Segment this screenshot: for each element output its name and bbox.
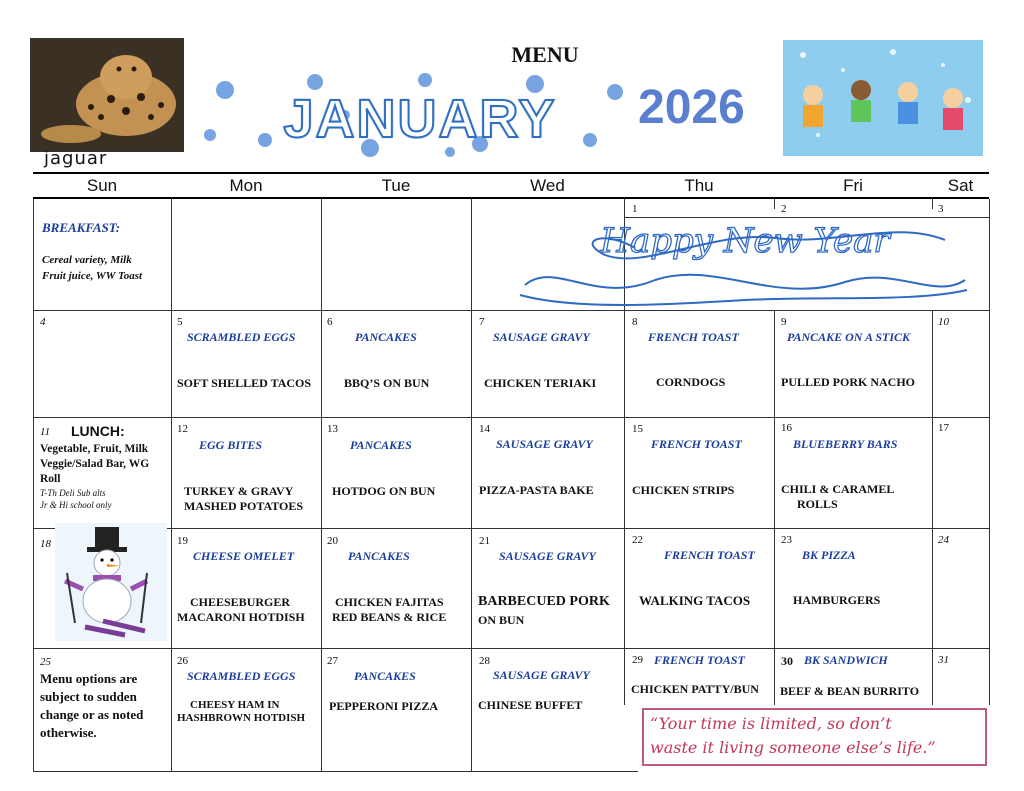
lunch-item: PIZZA-PASTA BAKE	[479, 483, 594, 497]
grid-line	[33, 199, 34, 772]
lunch-item: PEPPERONI PIZZA	[329, 699, 439, 713]
day-number-28: 28	[479, 655, 490, 667]
breakfast-item: CHEESE OMELET	[193, 549, 295, 563]
day-number-13: 13	[327, 423, 338, 435]
day-number-6: 6	[327, 316, 333, 328]
day-number-12: 12	[177, 423, 188, 435]
lunch-item: CHICKEN TERIAKI	[484, 376, 597, 390]
breakfast-item: PANCAKES	[354, 669, 416, 683]
lunch-item: PULLED PORK NACHO	[781, 375, 916, 389]
grid-line	[33, 528, 989, 529]
menu-title: MENU	[511, 42, 579, 67]
day-number-22: 22	[632, 534, 643, 546]
grid-line	[33, 310, 989, 311]
lunch-item: CORNDOGS	[656, 375, 726, 389]
breakfast-item: PANCAKE ON A STICK	[787, 330, 911, 344]
month-title: JANUARY	[283, 89, 557, 149]
day-number-8: 8	[632, 316, 638, 328]
lunch-item: CHINESE BUFFET	[478, 698, 583, 712]
grid-line	[471, 199, 472, 772]
grid-line	[932, 199, 933, 209]
jaguar-photo	[30, 38, 184, 152]
year-title: 2026	[638, 81, 745, 134]
breakfast-item: FRENCH TOAST	[648, 330, 739, 344]
lunch-item: TURKEY & GRAVY	[184, 484, 294, 498]
day-number-25: 25	[40, 656, 51, 668]
lunch-item: RED BEANS & RICE	[332, 610, 447, 624]
breakfast-desc-line: Fruit juice, WW Toast	[42, 270, 143, 282]
weekday-tue: Tue	[381, 176, 411, 195]
breakfast-item: FRENCH TOAST	[651, 437, 742, 451]
breakfast-item: SAUSAGE GRAVY	[499, 549, 596, 563]
grid-line	[33, 417, 989, 418]
children-playing-in-snow-image	[783, 40, 983, 156]
lunch-item: CHICKEN FAJITAS	[335, 595, 444, 609]
quote-line: waste it living someone else’s life.”	[650, 738, 936, 757]
day-number-9: 9	[781, 316, 787, 328]
lunch-note: T-Th Deli Sub alts	[40, 488, 106, 498]
lunch-item: CHICKEN STRIPS	[632, 483, 735, 497]
menu-notice-line: otherwise.	[40, 725, 97, 740]
lunch-desc-line: Roll	[40, 473, 61, 485]
breakfast-item: SCRAMBLED EGGS	[187, 330, 296, 344]
lunch-item: HOTDOG ON BUN	[332, 484, 436, 498]
day-number-5: 5	[177, 316, 183, 328]
day-number-1: 1	[632, 203, 638, 215]
lunch-title: LUNCH:	[71, 423, 125, 439]
grid-line	[989, 199, 990, 705]
grid-line	[774, 310, 775, 705]
day-number-26: 26	[177, 655, 188, 667]
weekday-thu: Thu	[684, 176, 714, 195]
day-number-18: 18	[40, 538, 51, 550]
day-number-27: 27	[327, 655, 338, 667]
lunch-item: BEEF & BEAN BURRITO	[780, 684, 920, 698]
day-number-3: 3	[938, 203, 944, 215]
weekday-sun: Sun	[86, 176, 118, 195]
breakfast-title: BREAKFAST:	[42, 220, 121, 235]
menu-notice-line: change or as noted	[40, 707, 144, 722]
weekday-wed: Wed	[530, 176, 565, 195]
lunch-desc-line: Vegetable, Fruit, Milk	[40, 443, 149, 455]
menu-notice-line: Menu options are	[40, 671, 138, 686]
lunch-item: MACARONI HOTDISH	[177, 610, 305, 624]
breakfast-item: FRENCH TOAST	[664, 548, 755, 562]
header-divider	[33, 172, 989, 174]
lunch-item: HASHBROWN HOTDISH	[177, 712, 306, 724]
lunch-item: SOFT SHELLED TACOS	[177, 376, 312, 390]
breakfast-item: EGG BITES	[199, 438, 263, 452]
quote-line: “Your time is limited, so don’t	[650, 714, 892, 733]
day-number-31: 31	[938, 654, 949, 666]
weekday-fri: Fri	[843, 176, 863, 195]
lunch-item: BBQ’S ON BUN	[344, 376, 430, 390]
happy-new-year-graphic	[515, 210, 970, 310]
snowman-image	[55, 523, 167, 641]
lunch-item: CHICKEN PATTY/BUN	[631, 682, 759, 696]
breakfast-desc-line: Cereal variety, Milk	[42, 254, 132, 266]
day-number-15: 15	[632, 423, 643, 435]
breakfast-item: PANCAKES	[348, 549, 410, 563]
day-number-24: 24	[938, 534, 949, 546]
lunch-item: CHEESEBURGER	[190, 595, 291, 609]
day-number-17: 17	[938, 422, 949, 434]
lunch-item: ON BUN	[478, 613, 525, 627]
day-number-10: 10	[938, 316, 949, 328]
grid-line	[321, 199, 322, 772]
lunch-item: CHEESY HAM IN	[190, 699, 280, 711]
breakfast-item: SCRAMBLED EGGS	[187, 669, 296, 683]
lunch-item: CHILI & CARAMEL	[781, 482, 895, 496]
day-number-29: 29	[632, 654, 643, 666]
quote-box	[642, 708, 987, 766]
breakfast-item: BK PIZZA	[802, 548, 856, 562]
breakfast-item: SAUSAGE GRAVY	[493, 330, 590, 344]
weekday-sat: Sat	[947, 176, 974, 195]
grid-line	[774, 199, 775, 209]
day-number-4: 4	[40, 316, 46, 328]
breakfast-item: SAUSAGE GRAVY	[493, 668, 590, 682]
grid-line	[33, 648, 989, 649]
lunch-item: WALKING TACOS	[639, 593, 751, 608]
day-number-2: 2	[781, 203, 787, 215]
lunch-item: HAMBURGERS	[793, 593, 881, 607]
day-number-30: 30	[781, 654, 793, 668]
breakfast-item: SAUSAGE GRAVY	[496, 437, 593, 451]
happy-new-year-text: Happy New Year	[600, 221, 890, 261]
breakfast-item: FRENCH TOAST	[654, 653, 745, 667]
day-number-23: 23	[781, 534, 792, 546]
day-number-16: 16	[781, 422, 792, 434]
weekday-mon: Mon	[229, 176, 263, 195]
day-number-19: 19	[177, 535, 188, 547]
day-number-14: 14	[479, 423, 490, 435]
lunch-note: Jr & Hi school only	[40, 500, 112, 510]
lunch-item: ROLLS	[797, 497, 838, 511]
breakfast-item: BLUEBERRY BARS	[793, 437, 898, 451]
lunch-desc-line: Veggie/Salad Bar, WG	[40, 458, 150, 470]
lunch-item: BARBECUED PORK	[478, 594, 610, 609]
day-number-21: 21	[479, 535, 490, 547]
breakfast-item: PANCAKES	[350, 438, 412, 452]
photo-label: jaguar	[44, 148, 108, 169]
day-number-7: 7	[479, 316, 485, 328]
grid-line	[932, 310, 933, 705]
day-number-20: 20	[327, 535, 338, 547]
breakfast-item: BK SANDWICH	[804, 653, 888, 667]
grid-line	[33, 771, 638, 772]
menu-notice-line: subject to sudden	[40, 689, 137, 704]
breakfast-item: PANCAKES	[355, 330, 417, 344]
weekday-divider	[33, 197, 989, 199]
lunch-item: MASHED POTATOES	[184, 499, 304, 513]
grid-line	[171, 199, 172, 772]
day-number-11: 11	[40, 426, 51, 438]
